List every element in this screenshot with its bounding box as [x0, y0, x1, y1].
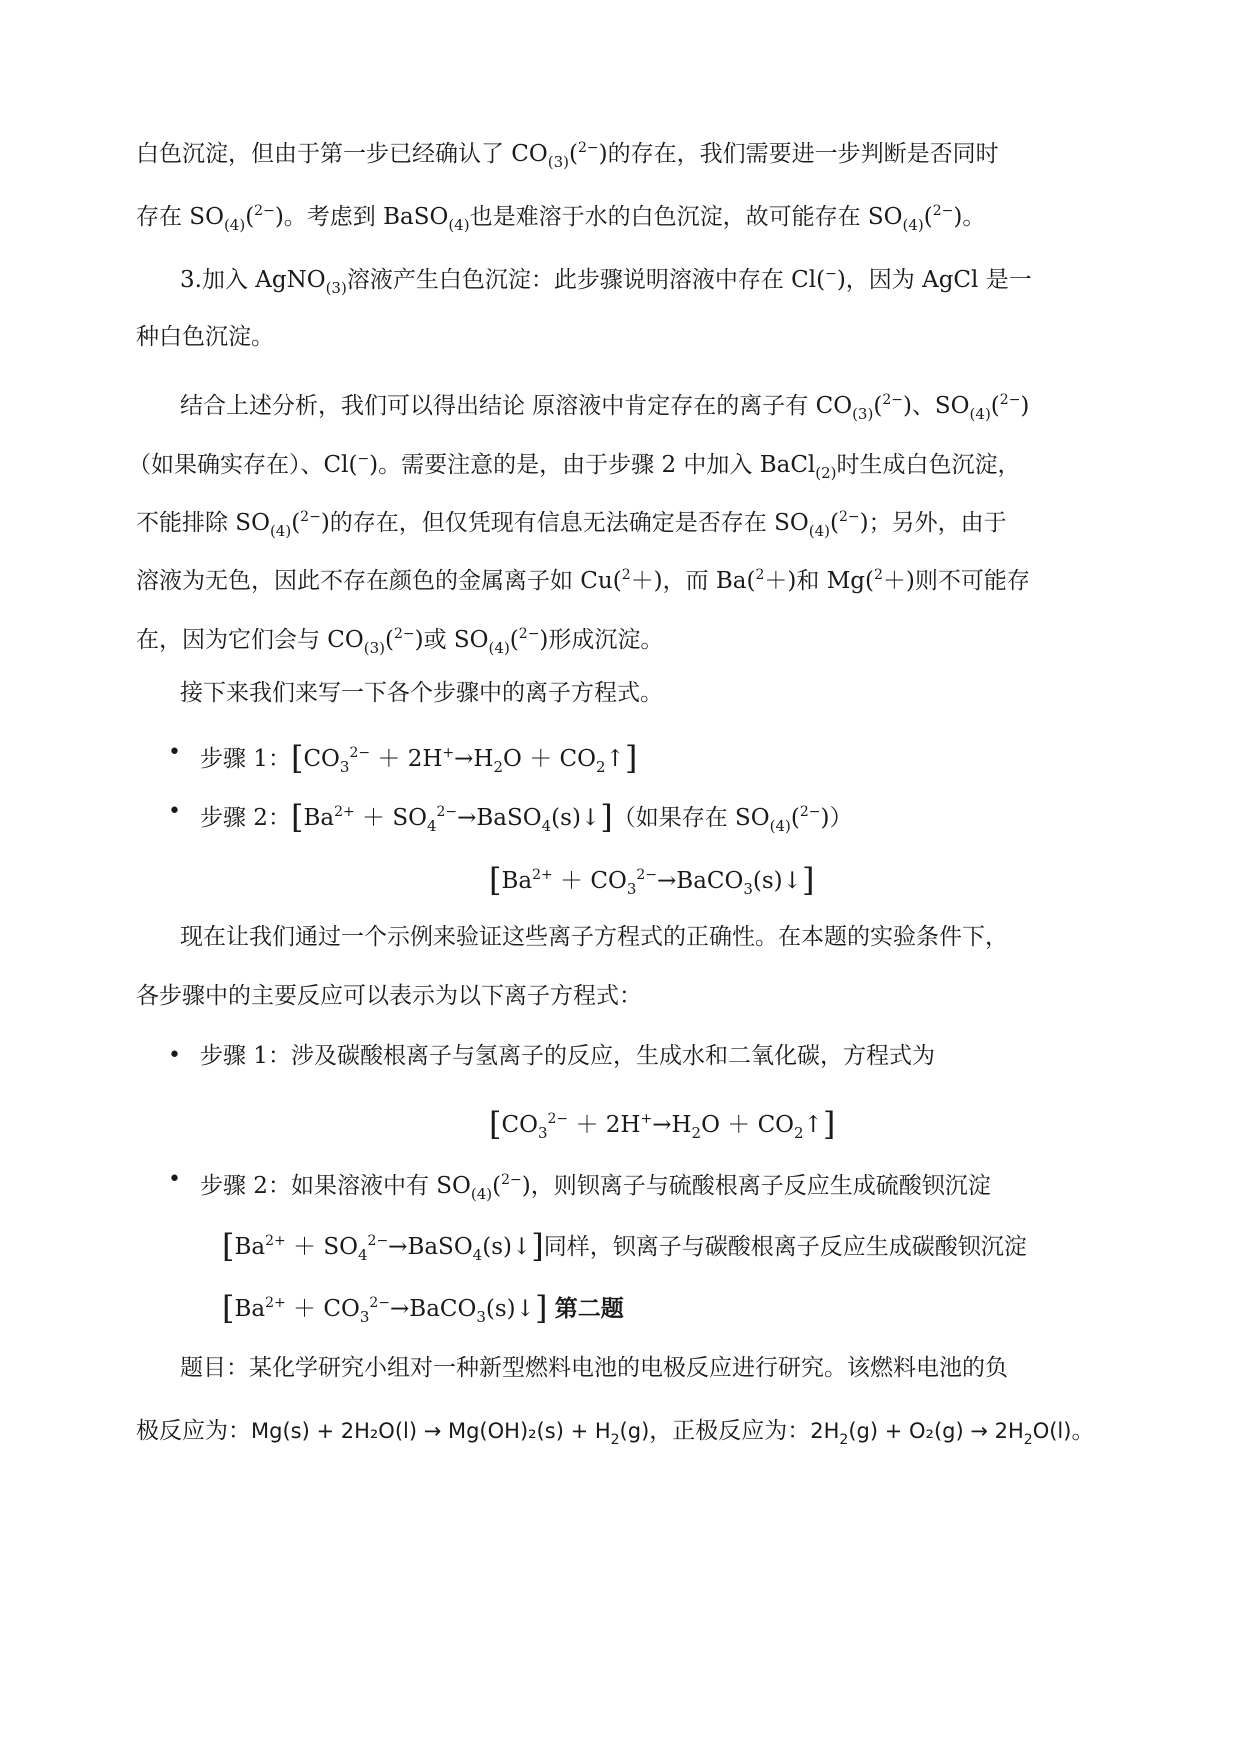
- text-span: (: [569, 141, 578, 167]
- superscript: 2−: [501, 1172, 522, 1188]
- superscript: 2+: [265, 1233, 286, 1249]
- formula: ＋ 2H: [568, 1112, 641, 1138]
- bullet-icon: •: [168, 799, 181, 824]
- text-span: )，则钡离子与硫酸根离子反应生成硫酸钡沉淀: [521, 1173, 991, 1199]
- formula: ↑: [803, 1112, 823, 1138]
- text-line: [180, 1353, 1241, 1383]
- subscript: (3): [852, 405, 874, 423]
- text-span: )；另外，由于: [859, 510, 1007, 536]
- formula: →BaSO: [457, 805, 542, 831]
- subscript: 3: [359, 1308, 370, 1326]
- bracket: [: [489, 1105, 502, 1143]
- formula: Ba: [501, 868, 533, 894]
- subscript: 3: [626, 880, 637, 898]
- text-span: (: [829, 510, 839, 536]
- text-line: [136, 196, 1241, 240]
- text-span: )、SO: [902, 393, 970, 419]
- subscript: (2): [815, 464, 837, 482]
- text-line: [136, 619, 1241, 663]
- bullet-icon: •: [168, 740, 181, 765]
- text-line: [136, 560, 1241, 596]
- text-span: ，正极反应为：: [649, 1418, 811, 1444]
- bracket: ]: [822, 1105, 836, 1143]
- subscript: (4): [470, 1185, 493, 1203]
- text-span: 白色沉淀，但由于第一步已经确认了 CO: [136, 141, 548, 167]
- text-span: )。: [953, 204, 986, 230]
- formula: (s)↓: [485, 1296, 535, 1322]
- bracket: ]: [531, 1227, 544, 1265]
- formula: →BaCO: [657, 868, 744, 894]
- subscript: 4: [426, 817, 437, 835]
- formula: (g) + O₂(g) → 2H: [848, 1419, 1024, 1443]
- superscript: 2−: [369, 1295, 391, 1311]
- text-line: [136, 502, 1241, 546]
- subscript: (4): [223, 216, 246, 234]
- text-line: [180, 922, 1241, 952]
- formula: ＋ CO: [552, 868, 627, 894]
- text-span: 步骤 1：涉及碳酸根离子与氢离子的反应，生成水和二氧化碳，方程式为: [200, 1043, 935, 1069]
- subscript: (4): [969, 405, 991, 423]
- text-span: 各步骤中的主要反应可以表示为以下离子方程式：: [136, 983, 642, 1009]
- superscript: 2−: [254, 203, 275, 219]
- formula: →BaCO: [390, 1296, 477, 1322]
- text-span: (: [385, 627, 394, 653]
- subscript: (4): [269, 522, 292, 540]
- formula: Ba: [234, 1234, 266, 1260]
- text-line: [136, 981, 1241, 1011]
- subscript: (3): [363, 639, 386, 657]
- formula: →H: [652, 1112, 692, 1138]
- superscript: 2+: [265, 1295, 286, 1311]
- bracket: ]: [600, 798, 613, 836]
- subscript: (4): [448, 216, 470, 234]
- subscript: 3: [476, 1308, 486, 1326]
- text-span: )形成沉淀。: [539, 627, 664, 653]
- text-line: [180, 678, 1241, 708]
- text-span: (: [245, 204, 255, 230]
- text-span: 时生成白色沉淀，: [836, 452, 1021, 478]
- text-span: 3.加入 AgNO: [180, 267, 326, 293]
- formula: (s)↓: [752, 868, 802, 894]
- superscript: +: [640, 1111, 653, 1127]
- formula: O(l): [1032, 1419, 1072, 1443]
- text-line: [200, 1041, 1241, 1071]
- text-span: (: [923, 204, 933, 230]
- subscript: (4): [902, 216, 924, 234]
- subscript: 2: [595, 758, 606, 776]
- formula: (s)↓: [482, 1234, 532, 1260]
- formula: (s)↓: [551, 805, 601, 831]
- formula: O ＋ CO: [503, 746, 596, 772]
- formula: ↑: [605, 746, 625, 772]
- equation-line: [489, 1104, 1241, 1148]
- subscript: (4): [808, 522, 830, 540]
- text-span: ): [1020, 393, 1030, 419]
- bracket: [: [290, 798, 304, 836]
- text-line: [136, 133, 1241, 177]
- text-span: )或 SO: [414, 627, 489, 653]
- subscript: (3): [547, 153, 570, 171]
- equation-line: [222, 1226, 1241, 1270]
- superscript: 2−: [367, 1233, 389, 1249]
- text-span: 溶液为无色，因此不存在颜色的金属离子如 Cu(: [136, 568, 622, 594]
- bullet-icon: •: [168, 1043, 181, 1068]
- text-line: [136, 322, 1241, 352]
- text-span: 在，因为它们会与 CO: [136, 627, 364, 653]
- superscript: 2+: [532, 867, 553, 883]
- text-span: )，因为 AgCl 是一: [836, 267, 1032, 293]
- superscript: 2−: [518, 626, 540, 642]
- text-span: 种白色沉淀。: [136, 324, 274, 350]
- text-span: 现在让我们通过一个示例来验证这些离子方程式的正确性。在本题的实验条件下，: [180, 924, 1008, 950]
- text-span: 也是难溶于水的白色沉淀，故可能存在 SO: [469, 204, 903, 230]
- note: )）: [820, 805, 853, 831]
- superscript: −: [357, 451, 370, 467]
- superscript: 2+: [334, 804, 355, 820]
- subscript: 2: [794, 1124, 804, 1142]
- subscript: 2: [493, 758, 504, 776]
- bracket: ]: [534, 1289, 548, 1327]
- text-span: 溶液产生白色沉淀：此步骤说明溶液中存在 Cl(: [346, 267, 826, 293]
- text-span: 步骤 2：如果溶液中有 SO: [200, 1173, 471, 1199]
- subscript: (3): [325, 279, 347, 297]
- formula: Ba: [234, 1296, 266, 1322]
- text-line: [200, 1165, 1241, 1209]
- bracket: ]: [624, 739, 638, 777]
- formula: (g): [619, 1419, 650, 1443]
- superscript: 2−: [999, 392, 1021, 408]
- bracket: ]: [801, 861, 815, 899]
- superscript: +: [442, 745, 455, 761]
- text-span: (: [873, 393, 883, 419]
- formula: →BaSO: [388, 1234, 473, 1260]
- text-span: 题目：某化学研究小组对一种新型燃料电池的电极反应进行研究。该燃料电池的负: [180, 1355, 1008, 1381]
- text-span: )。需要注意的是，由于步骤 2 中加入 BaCl: [369, 452, 816, 478]
- superscript: 2−: [436, 804, 458, 820]
- subscript: 2: [691, 1124, 702, 1142]
- text-span: )的存在，我们需要进一步判断是否同时: [598, 141, 999, 167]
- superscript: 2−: [300, 509, 321, 525]
- superscript: 2−: [349, 745, 371, 761]
- subscript: 4: [472, 1246, 483, 1264]
- subscript: 4: [357, 1246, 368, 1264]
- subscript: 3: [743, 880, 753, 898]
- formula: ＋ SO: [354, 805, 427, 831]
- subscript: (4): [488, 639, 510, 657]
- text-span: )的存在，但仅凭现有信息无法确定是否存在 SO: [320, 510, 809, 536]
- text-span: ＋)则不可能存: [882, 568, 1030, 594]
- text-span: 极反应为：: [136, 1418, 251, 1444]
- text-span: （如果确实存在）、Cl(: [128, 452, 358, 478]
- superscript: 2: [621, 567, 631, 583]
- formula: ＋ 2H: [370, 746, 443, 772]
- text-span: (: [990, 393, 1000, 419]
- formula: ＋ CO: [285, 1296, 360, 1322]
- superscript: 2−: [636, 867, 658, 883]
- bracket: [: [222, 1289, 235, 1327]
- formula: Ba: [303, 805, 335, 831]
- subscript: 3: [339, 758, 350, 776]
- text-line: [128, 444, 1241, 488]
- equation-line: [200, 797, 1241, 841]
- text-span: 。: [1071, 1418, 1095, 1444]
- text-line: [180, 385, 1241, 429]
- superscript: 2: [755, 567, 765, 583]
- text-line: [180, 259, 1241, 303]
- text-span: 结合上述分析，我们可以得出结论 原溶液中肯定存在的离子有 CO: [180, 393, 853, 419]
- text-span: ＋)，而 Ba(: [630, 568, 756, 594]
- step-label: 步骤 2：: [200, 805, 291, 831]
- text-span: 存在 SO: [136, 204, 224, 230]
- subscript: 3: [537, 1124, 548, 1142]
- step-label: 步骤 1：: [200, 746, 291, 772]
- text-span: 同样，钡离子与碳酸根离子反应生成碳酸钡沉淀: [543, 1234, 1027, 1260]
- formula: 2H: [810, 1419, 840, 1443]
- text-line: [136, 1416, 1241, 1455]
- note: （如果存在 SO: [612, 805, 770, 831]
- formula: CO: [303, 746, 340, 772]
- text-span: 接下来我们来写一下各个步骤中的离子方程式。: [180, 680, 663, 706]
- note: (: [790, 805, 800, 831]
- superscript: 2−: [932, 203, 954, 219]
- text-span: 不能排除 SO: [136, 510, 270, 536]
- text-span: (: [291, 510, 301, 536]
- subscript: 2: [1023, 1432, 1033, 1448]
- formula: →H: [454, 746, 494, 772]
- bracket: [: [489, 861, 502, 899]
- superscript: −: [825, 266, 837, 282]
- superscript: 2−: [882, 392, 903, 408]
- equation-line: [222, 1288, 1241, 1332]
- formula: Mg(s) + 2H₂O(l) → Mg(OH)₂(s) + H: [251, 1419, 611, 1443]
- superscript: 2−: [578, 140, 599, 156]
- subscript: 2: [839, 1432, 849, 1448]
- bracket: [: [290, 739, 304, 777]
- formula: O ＋ CO: [701, 1112, 795, 1138]
- equation-line: [489, 860, 1241, 904]
- subscript: 4: [541, 817, 552, 835]
- text-span: ＋)和 Mg(: [764, 568, 874, 594]
- superscript: 2−: [394, 626, 415, 642]
- bullet-icon: •: [168, 1167, 181, 1192]
- superscript: 2−: [838, 509, 860, 525]
- text-span: )。考虑到 BaSO: [274, 204, 449, 230]
- subscript: 2: [610, 1432, 620, 1448]
- text-span: (: [492, 1173, 502, 1199]
- superscript: 2−: [547, 1111, 569, 1127]
- subscript: (4): [769, 817, 791, 835]
- bracket: [: [222, 1227, 235, 1265]
- superscript: 2−: [799, 804, 821, 820]
- formula: ＋ SO: [285, 1234, 358, 1260]
- formula: CO: [501, 1112, 538, 1138]
- text-span: (: [509, 627, 519, 653]
- superscript: 2: [873, 567, 883, 583]
- section-heading: 第二题: [554, 1296, 624, 1322]
- equation-line: [200, 738, 1241, 782]
